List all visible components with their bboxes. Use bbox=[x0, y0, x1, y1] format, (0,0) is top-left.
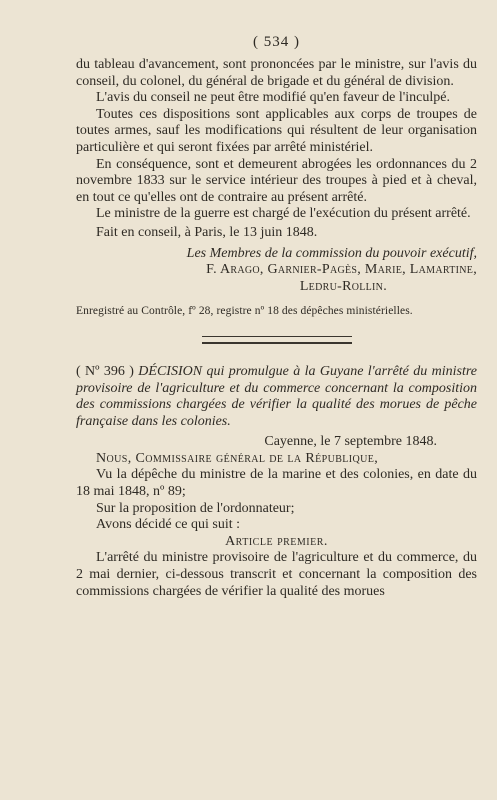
paragraph-4: En conséquence, sont et demeurent abrogées les ordonnances du 2 novembre 1833 sur le service intérieur des troupes à pied et à cheval, en tout ce qu'elles ont de contraire au présent arrêté. bbox=[76, 156, 477, 205]
paragraph-3: Toutes ces dispositions sont applicables aux corps de troupes de toutes armes, sauf les modifications qui résultent de leur organisation particulière et qui seront fixées par arrêté ministériel. bbox=[76, 106, 477, 155]
decision-date: Cayenne, le 7 septembre 1848. bbox=[264, 434, 437, 450]
section-divider bbox=[202, 336, 352, 344]
decision-vu: Vu la dépêche du ministre de la marine et des colonies, en date du 18 mai 1848, nº 89; bbox=[76, 467, 477, 500]
decision-avons: Avons décidé ce qui suit : bbox=[96, 517, 240, 533]
paragraph-2: L'avis du conseil ne peut être modifié qu'en faveur de l'inculpé. bbox=[96, 90, 450, 106]
decision-heading bbox=[76, 364, 477, 430]
article-body: L'arrêté du ministre provisoire de l'agriculture et du commerce, du 2 mai dernier, ci-dessous transcrit et concernant la composition des commissions chargées de vérifier la qualité des morues bbox=[76, 550, 477, 599]
registration-note: Enregistré au Contrôle, fº 28, registre nº 18 des dépêches ministérielles. bbox=[76, 305, 413, 318]
decision-nous: Nous, Commissaire général de la République, bbox=[96, 450, 379, 466]
decision-number: ( Nº 396 ) bbox=[76, 363, 134, 379]
article-heading: Article premier. bbox=[225, 533, 328, 549]
page-number: ( 534 ) bbox=[253, 34, 300, 50]
paragraph-1: du tableau d'avancement, sont prononcées par le ministre, sur l'avis du conseil, du colonel, du général de brigade et du général de division. bbox=[76, 57, 477, 89]
decision-title: DÉCISION qui promulgue à la Guyane l'arrêté du ministre provisoire de l'agriculture et du commerce concernant la composition des commissions chargées de vérifier la qualité des morues de pêche française dans les colonies. bbox=[76, 363, 478, 429]
signed-at: Fait en conseil, à Paris, le 13 juin 1848. bbox=[96, 224, 318, 240]
signatories-line-2: Ledru-Rollin. bbox=[299, 278, 387, 294]
commission-label: Les Membres de la commission du pouvoir exécutif, bbox=[186, 245, 477, 261]
decision-sur: Sur la proposition de l'ordonnateur; bbox=[96, 500, 295, 516]
paragraph-5: Le ministre de la guerre est chargé de l'exécution du présent arrêté. bbox=[96, 206, 471, 222]
signatories-line-1: F. Arago, Garnier-Pagès, Marie, Lamartine, bbox=[206, 262, 477, 278]
